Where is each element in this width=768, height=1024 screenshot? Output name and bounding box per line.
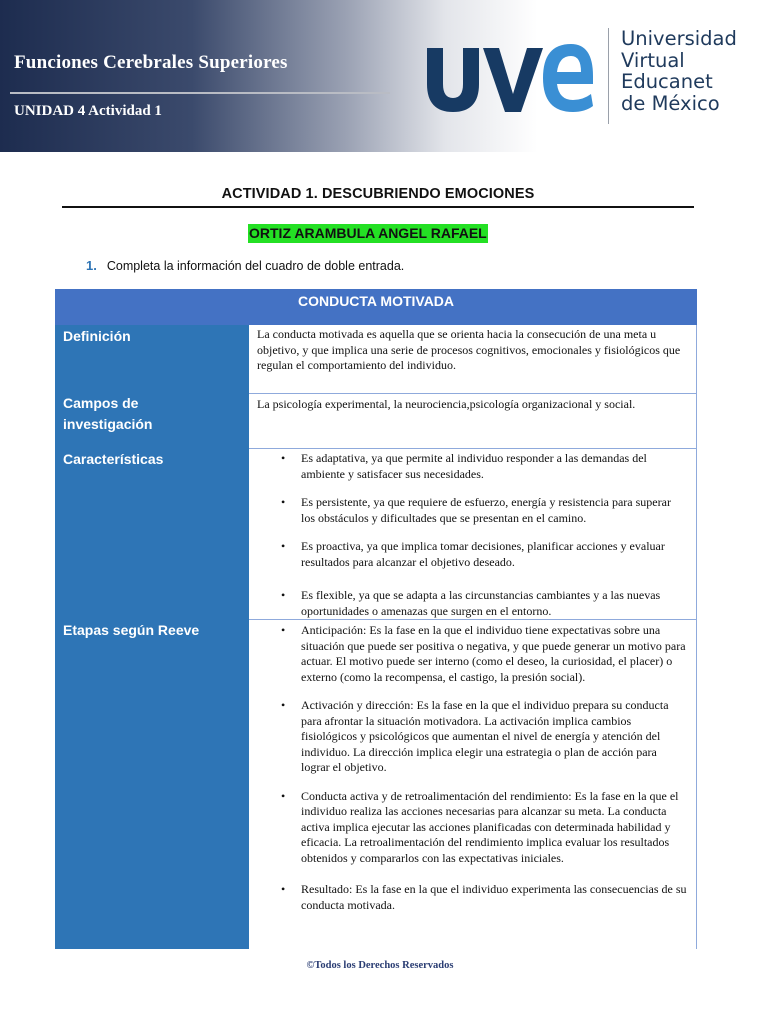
student-name: ORTIZ ARAMBULA ANGEL RAFAEL [249, 225, 487, 241]
title-underline [62, 206, 694, 208]
row-label-definicion: Definición [63, 328, 131, 344]
list-item: • Es adaptativa, ya que permite al individuo responder a las demandas del ambiente y satisfacer sus necesidades. [249, 451, 697, 482]
unit-label: UNIDAD 4 Actividad 1 [14, 103, 162, 119]
instruction [86, 258, 404, 273]
research-fields-cell: La psicología experimental, la neurociencia,psicología organizacional y social. [257, 397, 636, 411]
row-label-etapas: Etapas según Reeve [63, 622, 200, 638]
university-name-line: Virtual [621, 48, 685, 72]
list-item: • Resultado: Es la fase en la que el individuo experimenta las consecuencias de su conducta motivada. [249, 882, 697, 913]
list-item: • Es proactiva, ya que implica tomar decisiones, planificar acciones y evaluar resultados para alcanzar el objetivo deseado. [249, 539, 697, 570]
list-item: • Activación y dirección: Es la fase en la que el individuo prepara su conducta para afrontar la situación motivadora. La activación implica cambios fisiológicos y psicológicos que aumentan el nivel de energía y atención del individuo. La dirección implica elegir una estrategia o plan de acción para lograr el objetivo. [249, 698, 697, 776]
list-item: • Es persistente, ya que requiere de esfuerzo, energía y resistencia para superar los obstáculos y dificultades que se presentan en el camino. [249, 495, 697, 526]
copyright-footer: ©Todos los Derechos Reservados [306, 960, 454, 971]
characteristics-cell [249, 451, 697, 619]
list-item: • Es flexible, ya que se adapta a las circunstancias cambiantes y a las nuevas oportunidades o amenazas que surgen en el entorno. [249, 588, 697, 619]
instruction-number: 1. [86, 258, 97, 273]
reeve-stages-cell [249, 623, 697, 913]
university-name-line: de México [621, 91, 720, 115]
title-divider [10, 92, 390, 94]
definition-cell: La conducta motivada es aquella que se orienta hacia la consecución de una meta u objetivo, y que implica una serie de procesos cognitivos, emocionales y fisiológicos que regulan el comportamiento del individuo. [257, 327, 681, 372]
university-name-line: Educanet [621, 70, 713, 93]
reeve-stages-list [249, 623, 697, 913]
university-logo [425, 26, 735, 126]
row-label-campos [63, 393, 152, 435]
course-title: Funciones Cerebrales Superiores [14, 52, 288, 73]
row-divider [249, 448, 697, 449]
list-item: • Conducta activa y de retroalimentación del rendimiento: Es la fase en la que el individuo realiza las acciones necesarias para alcanzar su meta. La conducta activa implica ejecutar las acciones planificadas con determinada habilidad y eficacia. La retroalimentación del rendimiento implica evaluar los resultados obtenidos y compararlos con las expectativas iniciales. [249, 789, 697, 867]
instruction-text: Completa la información del cuadro de doble entrada. [106, 259, 405, 273]
row-label-line: Campos de [63, 395, 139, 411]
uve-logo-mark [425, 34, 595, 114]
table-header-title: CONDUCTA MOTIVADA [297, 293, 455, 309]
characteristics-list [249, 451, 697, 619]
row-divider [249, 393, 697, 394]
conduct-table [55, 289, 697, 949]
university-name [621, 28, 737, 114]
header-banner [0, 0, 768, 152]
logo-divider [608, 28, 609, 124]
row-divider [249, 619, 697, 620]
activity-title: ACTIVIDAD 1. DESCUBRIENDO EMOCIONES [221, 186, 535, 202]
table-header [55, 289, 697, 325]
university-name-line: Universidad [621, 27, 737, 50]
row-label-caracteristicas: Características [63, 451, 164, 467]
list-item: • Anticipación: Es la fase en la que el individuo tiene expectativas sobre una situación que puede ser positiva o negativa, y que puede generar un motivo para actuar. El motivo puede ser interno (como el deseo, la curiosidad, el placer) o externo (como la recompensa, el castigo, la presión social). [249, 623, 697, 685]
row-label-line: investigación [63, 416, 153, 432]
